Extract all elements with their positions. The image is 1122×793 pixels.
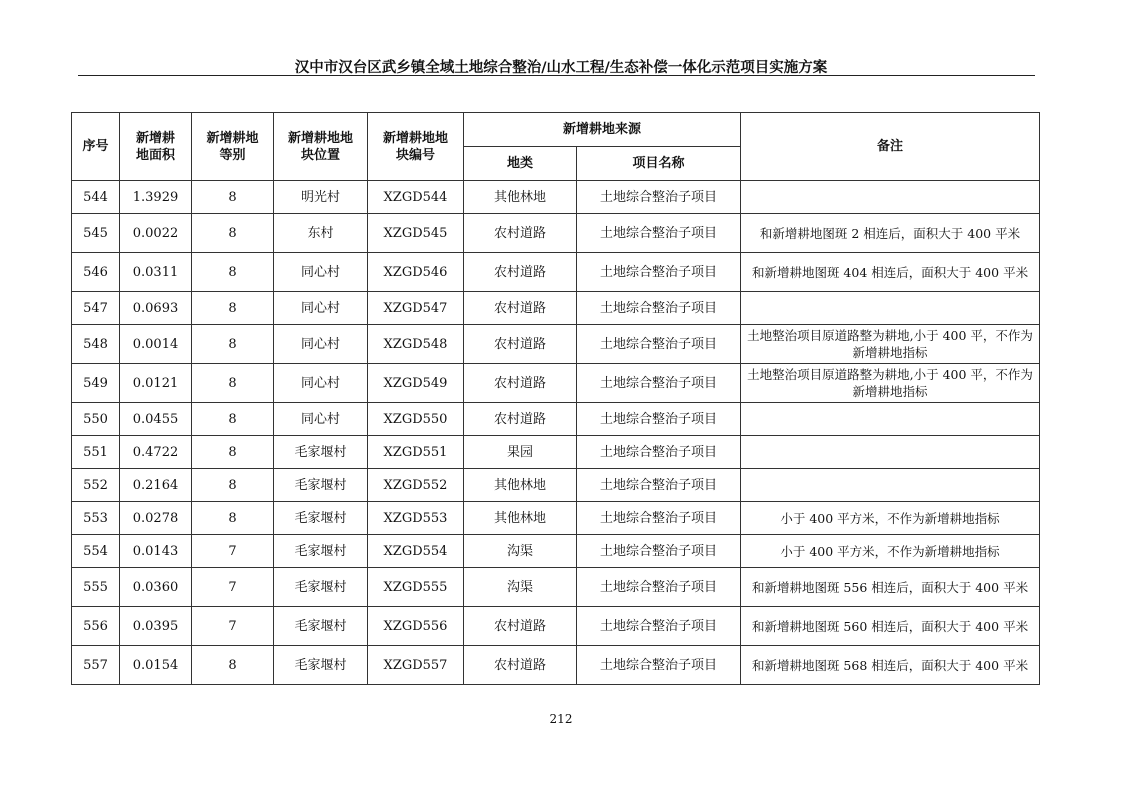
cell-land-type: 农村道路 (464, 253, 577, 292)
cell-project: 土地综合整治子项目 (577, 403, 741, 436)
cell-project: 土地综合整治子项目 (577, 502, 741, 535)
cell-land-type: 农村道路 (464, 364, 577, 403)
cell-location: 同心村 (274, 253, 368, 292)
cell-grade: 8 (192, 469, 274, 502)
cell-land-type: 农村道路 (464, 292, 577, 325)
cell-area: 0.0121 (120, 364, 192, 403)
cell-code: XZGD555 (368, 568, 464, 607)
cell-seq: 547 (72, 292, 120, 325)
table-row (72, 403, 1040, 436)
cell-project: 土地综合整治子项目 (577, 568, 741, 607)
cell-remark: 和新增耕地图斑 560 相连后，面积大于 400 平米 (741, 607, 1040, 646)
cell-remark (741, 181, 1040, 214)
cell-location: 东村 (274, 214, 368, 253)
cell-area: 0.0395 (120, 607, 192, 646)
cell-land-type: 农村道路 (464, 214, 577, 253)
cell-remark: 土地整治项目原道路整为耕地,小于 400 平，不作为新增耕地指标 (741, 325, 1040, 364)
table-row (72, 325, 1040, 364)
cell-area: 0.0154 (120, 646, 192, 685)
cell-location: 同心村 (274, 364, 368, 403)
cell-project: 土地综合整治子项目 (577, 535, 741, 568)
table-row (72, 568, 1040, 607)
new-farmland-table (71, 112, 1040, 685)
cell-land-type: 沟渠 (464, 568, 577, 607)
page-number: 212 (549, 712, 573, 726)
cell-seq: 552 (72, 469, 120, 502)
cell-code: XZGD557 (368, 646, 464, 685)
cell-remark: 小于 400 平方米，不作为新增耕地指标 (741, 502, 1040, 535)
cell-location: 毛家堰村 (274, 568, 368, 607)
cell-area: 0.0143 (120, 535, 192, 568)
cell-remark: 小于 400 平方米，不作为新增耕地指标 (741, 535, 1040, 568)
table-row (72, 535, 1040, 568)
cell-location: 毛家堰村 (274, 535, 368, 568)
cell-land-type: 果园 (464, 436, 577, 469)
cell-location: 毛家堰村 (274, 469, 368, 502)
cell-seq: 544 (72, 181, 120, 214)
table-row (72, 292, 1040, 325)
cell-land-type: 其他林地 (464, 181, 577, 214)
header-location: 新增耕地地 块位置 (274, 113, 368, 181)
cell-location: 同心村 (274, 292, 368, 325)
cell-area: 0.0455 (120, 403, 192, 436)
cell-grade: 8 (192, 292, 274, 325)
cell-grade: 8 (192, 403, 274, 436)
cell-location: 毛家堰村 (274, 607, 368, 646)
cell-grade: 8 (192, 181, 274, 214)
header-remark: 备注 (741, 113, 1040, 181)
cell-seq: 557 (72, 646, 120, 685)
cell-code: XZGD547 (368, 292, 464, 325)
cell-project: 土地综合整治子项目 (577, 364, 741, 403)
cell-area: 0.0360 (120, 568, 192, 607)
cell-remark (741, 436, 1040, 469)
cell-seq: 554 (72, 535, 120, 568)
table-row (72, 253, 1040, 292)
header-seq: 序号 (72, 113, 120, 181)
cell-remark (741, 403, 1040, 436)
cell-grade: 8 (192, 325, 274, 364)
cell-code: XZGD556 (368, 607, 464, 646)
cell-remark: 和新增耕地图斑 2 相连后，面积大于 400 平米 (741, 214, 1040, 253)
cell-land-type: 农村道路 (464, 325, 577, 364)
cell-remark: 土地整治项目原道路整为耕地,小于 400 平，不作为新增耕地指标 (741, 364, 1040, 403)
cell-code: XZGD544 (368, 181, 464, 214)
header-grade: 新增耕地 等别 (192, 113, 274, 181)
cell-seq: 550 (72, 403, 120, 436)
cell-land-type: 农村道路 (464, 646, 577, 685)
cell-grade: 7 (192, 568, 274, 607)
cell-code: XZGD548 (368, 325, 464, 364)
cell-location: 毛家堰村 (274, 646, 368, 685)
cell-seq: 553 (72, 502, 120, 535)
table-row (72, 436, 1040, 469)
cell-grade: 7 (192, 607, 274, 646)
cell-project: 土地综合整治子项目 (577, 214, 741, 253)
cell-project: 土地综合整治子项目 (577, 646, 741, 685)
cell-project: 土地综合整治子项目 (577, 469, 741, 502)
cell-code: XZGD550 (368, 403, 464, 436)
cell-land-type: 其他林地 (464, 469, 577, 502)
cell-project: 土地综合整治子项目 (577, 181, 741, 214)
header-code: 新增耕地地 块编号 (368, 113, 464, 181)
cell-area: 1.3929 (120, 181, 192, 214)
cell-area: 0.0278 (120, 502, 192, 535)
cell-seq: 556 (72, 607, 120, 646)
header-area: 新增耕 地面积 (120, 113, 192, 181)
cell-project: 土地综合整治子项目 (577, 607, 741, 646)
cell-location: 明光村 (274, 181, 368, 214)
document-header-title: 汉中市汉台区武乡镇全域土地综合整治/山水工程/生态补偿一体化示范项目实施方案 (294, 60, 828, 76)
cell-grade: 8 (192, 502, 274, 535)
cell-project: 土地综合整治子项目 (577, 292, 741, 325)
cell-grade: 8 (192, 253, 274, 292)
cell-land-type: 沟渠 (464, 535, 577, 568)
cell-location: 毛家堰村 (274, 436, 368, 469)
header-source: 新增耕地来源 (464, 113, 741, 147)
cell-remark: 和新增耕地图斑 404 相连后，面积大于 400 平米 (741, 253, 1040, 292)
cell-area: 0.0014 (120, 325, 192, 364)
cell-location: 毛家堰村 (274, 502, 368, 535)
cell-remark: 和新增耕地图斑 568 相连后，面积大于 400 平米 (741, 646, 1040, 685)
cell-location: 同心村 (274, 325, 368, 364)
cell-project: 土地综合整治子项目 (577, 325, 741, 364)
cell-code: XZGD546 (368, 253, 464, 292)
cell-land-type: 其他林地 (464, 502, 577, 535)
cell-code: XZGD551 (368, 436, 464, 469)
cell-area: 0.2164 (120, 469, 192, 502)
cell-grade: 8 (192, 214, 274, 253)
cell-grade: 7 (192, 535, 274, 568)
header-project-name: 项目名称 (577, 147, 741, 181)
cell-location: 同心村 (274, 403, 368, 436)
table-row (72, 181, 1040, 214)
table-row (72, 646, 1040, 685)
cell-grade: 8 (192, 436, 274, 469)
cell-seq: 548 (72, 325, 120, 364)
cell-code: XZGD549 (368, 364, 464, 403)
cell-land-type: 农村道路 (464, 607, 577, 646)
cell-remark (741, 469, 1040, 502)
cell-seq: 551 (72, 436, 120, 469)
table-row (72, 607, 1040, 646)
cell-remark (741, 292, 1040, 325)
cell-project: 土地综合整治子项目 (577, 436, 741, 469)
cell-area: 0.0693 (120, 292, 192, 325)
cell-seq: 555 (72, 568, 120, 607)
cell-code: XZGD553 (368, 502, 464, 535)
cell-seq: 545 (72, 214, 120, 253)
table-row (72, 502, 1040, 535)
cell-land-type: 农村道路 (464, 403, 577, 436)
cell-seq: 549 (72, 364, 120, 403)
cell-area: 0.4722 (120, 436, 192, 469)
cell-remark: 和新增耕地图斑 556 相连后，面积大于 400 平米 (741, 568, 1040, 607)
header-land-type: 地类 (464, 147, 577, 181)
cell-grade: 8 (192, 646, 274, 685)
cell-code: XZGD554 (368, 535, 464, 568)
cell-project: 土地综合整治子项目 (577, 253, 741, 292)
table-body (72, 181, 1040, 685)
cell-area: 0.0311 (120, 253, 192, 292)
cell-grade: 8 (192, 364, 274, 403)
table-row (72, 364, 1040, 403)
table-row (72, 469, 1040, 502)
header-rule (78, 75, 1035, 76)
cell-seq: 546 (72, 253, 120, 292)
table-row (72, 214, 1040, 253)
cell-code: XZGD545 (368, 214, 464, 253)
cell-area: 0.0022 (120, 214, 192, 253)
cell-code: XZGD552 (368, 469, 464, 502)
